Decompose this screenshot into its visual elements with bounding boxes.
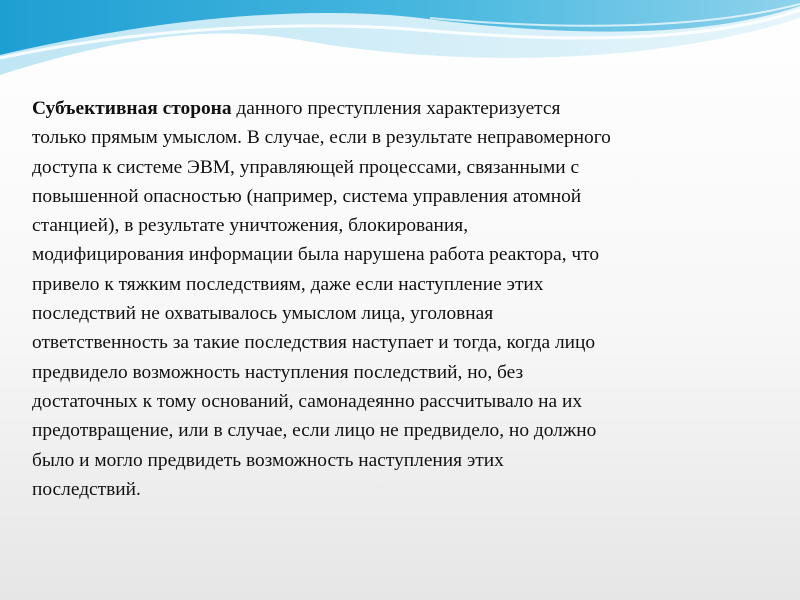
text-line: было и могло предвидеть возможность наступления этих xyxy=(32,449,504,471)
text-line: модифицирования информации была нарушена работа реактора, что xyxy=(32,244,600,266)
text-line: предвидело возможность наступления последствий, но, без xyxy=(32,361,524,383)
text-line: повышенной опасностью (например, система управления атомной xyxy=(32,185,582,207)
text-line: только прямым умыслом. В случае, если в результате неправомерного xyxy=(32,127,611,149)
text-line: станцией), в результате уничтожения, блокирования, xyxy=(32,215,469,237)
text-line: предотвращение, или в случае, если лицо не предвидело, но должно xyxy=(32,420,597,442)
text-line: достаточных к тому оснований, самонадеянно рассчитывало на их xyxy=(32,390,583,412)
text-line: последствий не охватывалось умыслом лица, уголовная xyxy=(32,303,494,325)
text-line: привело к тяжким последствиям, даже если наступление этих xyxy=(32,273,544,295)
text-line: доступа к системе ЭВМ, управляющей процессами, связанными с xyxy=(32,156,580,178)
text-line: данного преступления характеризуется xyxy=(231,98,561,119)
slide-body-text xyxy=(32,94,767,504)
text-line: ответственность за такие последствия наступает и тогда, когда лицо xyxy=(32,332,596,354)
lead-phrase: Субъективная сторона xyxy=(32,98,232,119)
text-line: последствий. xyxy=(32,478,141,500)
